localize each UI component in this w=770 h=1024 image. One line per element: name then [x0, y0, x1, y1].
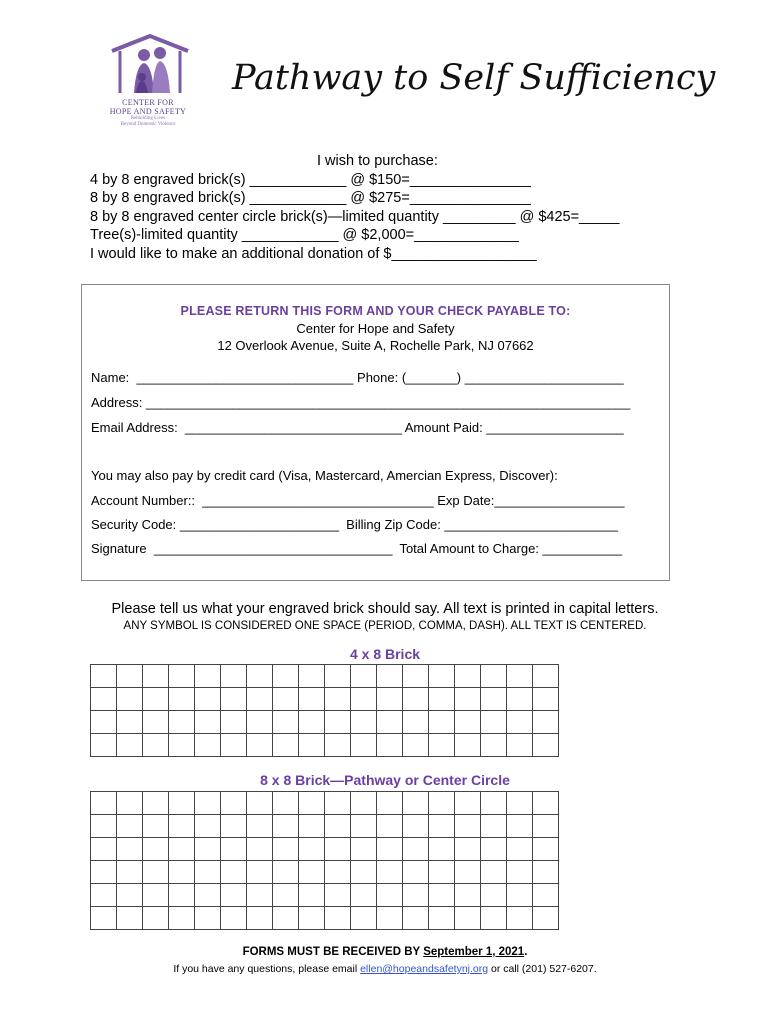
grid-cell[interactable]: [533, 734, 559, 757]
grid-cell[interactable]: [195, 734, 221, 757]
grid-cell[interactable]: [455, 734, 481, 757]
grid-row: [91, 792, 559, 815]
grid-4x8-title: 4 x 8 Brick: [349, 646, 421, 662]
logo-line-1: CENTER FOR: [122, 98, 174, 107]
grid-cell[interactable]: [455, 838, 481, 861]
grid-cell[interactable]: [117, 688, 143, 711]
grid-cell[interactable]: [169, 734, 195, 757]
grid-cell[interactable]: [117, 792, 143, 815]
grid-cell[interactable]: [351, 815, 377, 838]
grid-cell[interactable]: [91, 861, 117, 884]
grid-cell[interactable]: [221, 792, 247, 815]
grid-cell[interactable]: [221, 861, 247, 884]
grid-cell[interactable]: [195, 907, 221, 930]
grid-cell[interactable]: [169, 688, 195, 711]
grid-cell[interactable]: [169, 711, 195, 734]
grid-cell[interactable]: [351, 907, 377, 930]
grid-cell[interactable]: [403, 792, 429, 815]
email-amount-field[interactable]: Email Address: ______________________________ Amount Paid: ___________________: [91, 420, 624, 435]
grid-cell[interactable]: [455, 665, 481, 688]
grid-row: [91, 838, 559, 861]
grid-cell[interactable]: [481, 688, 507, 711]
grid-cell[interactable]: [481, 907, 507, 930]
contact-email-link[interactable]: ellen@hopeandsafetynj.org: [360, 963, 489, 975]
grid-cell[interactable]: [507, 838, 533, 861]
grid-cell[interactable]: [325, 838, 351, 861]
grid-cell[interactable]: [247, 734, 273, 757]
grid-cell[interactable]: [507, 792, 533, 815]
grid-cell[interactable]: [377, 792, 403, 815]
grid-row: [91, 907, 559, 930]
grid-cell[interactable]: [507, 688, 533, 711]
grid-cell[interactable]: [91, 884, 117, 907]
grid-cell[interactable]: [507, 884, 533, 907]
grid-cell[interactable]: [325, 792, 351, 815]
grid-cell[interactable]: [91, 792, 117, 815]
grid-cell[interactable]: [325, 734, 351, 757]
return-org: Center for Hope and Safety: [296, 321, 455, 336]
grid-cell[interactable]: [533, 711, 559, 734]
grid-cell[interactable]: [403, 838, 429, 861]
grid-cell[interactable]: [91, 665, 117, 688]
grid-cell[interactable]: [247, 907, 273, 930]
grid-cell[interactable]: [143, 861, 169, 884]
grid-cell[interactable]: [403, 815, 429, 838]
grid-cell[interactable]: [221, 734, 247, 757]
grid-cell[interactable]: [91, 815, 117, 838]
grid-cell[interactable]: [351, 792, 377, 815]
grid-cell[interactable]: [195, 665, 221, 688]
grid-cell[interactable]: [91, 688, 117, 711]
grid-cell[interactable]: [143, 688, 169, 711]
engraving-instruction: Please tell us what your engraved brick should say. All text is printed in capital letters.: [111, 601, 659, 617]
grid-cell[interactable]: [377, 815, 403, 838]
grid-cell[interactable]: [429, 815, 455, 838]
return-form-box: [81, 284, 670, 581]
grid-cell[interactable]: [169, 861, 195, 884]
credit-card-note: You may also pay by credit card (Visa, Mastercard, Amercian Express, Discover):: [91, 468, 558, 483]
grid-cell[interactable]: [507, 734, 533, 757]
account-exp-field[interactable]: Account Number:: ________________________________ Exp Date:__________________: [91, 493, 625, 508]
grid-cell[interactable]: [429, 861, 455, 884]
grid-cell[interactable]: [299, 711, 325, 734]
grid-cell[interactable]: [533, 861, 559, 884]
grid-cell[interactable]: [481, 884, 507, 907]
grid-cell[interactable]: [351, 688, 377, 711]
grid-cell[interactable]: [247, 792, 273, 815]
grid-cell[interactable]: [377, 884, 403, 907]
grid-cell[interactable]: [507, 711, 533, 734]
grid-cell[interactable]: [299, 734, 325, 757]
grid-cell[interactable]: [91, 838, 117, 861]
grid-cell[interactable]: [143, 884, 169, 907]
grid-cell[interactable]: [169, 815, 195, 838]
grid-cell[interactable]: [117, 665, 143, 688]
grid-cell[interactable]: [143, 711, 169, 734]
grid-cell[interactable]: [299, 861, 325, 884]
grid-cell[interactable]: [143, 838, 169, 861]
grid-row: [91, 815, 559, 838]
return-address: 12 Overlook Avenue, Suite A, Rochelle Park, NJ 07662: [217, 338, 534, 353]
grid-cell[interactable]: [429, 734, 455, 757]
grid-cell[interactable]: [273, 907, 299, 930]
grid-cell[interactable]: [195, 838, 221, 861]
grid-cell[interactable]: [273, 792, 299, 815]
purchase-line-4x8[interactable]: 4 by 8 engraved brick(s) ____________ @ $150=_______________: [90, 171, 531, 188]
grid-cell[interactable]: [221, 688, 247, 711]
grid-cell[interactable]: [221, 907, 247, 930]
grid-cell[interactable]: [533, 792, 559, 815]
grid-cell[interactable]: [117, 711, 143, 734]
grid-cell[interactable]: [299, 792, 325, 815]
grid-cell[interactable]: [403, 688, 429, 711]
grid-cell[interactable]: [403, 665, 429, 688]
grid-cell[interactable]: [403, 907, 429, 930]
grid-cell[interactable]: [299, 907, 325, 930]
grid-cell[interactable]: [533, 884, 559, 907]
deadline-prefix: FORMS MUST BE RECEIVED BY: [242, 946, 424, 958]
grid-cell[interactable]: [429, 838, 455, 861]
logo-tagline-1: Rebuilding Lives: [130, 116, 166, 121]
grid-cell[interactable]: [247, 838, 273, 861]
grid-cell[interactable]: [247, 815, 273, 838]
grid-cell[interactable]: [117, 861, 143, 884]
brick-8x8-grid[interactable]: [90, 791, 559, 930]
grid-cell[interactable]: [429, 711, 455, 734]
purchase-line-8x8[interactable]: 8 by 8 engraved brick(s) ____________ @ $275=_______________: [90, 190, 531, 206]
grid-cell[interactable]: [221, 838, 247, 861]
grid-cell[interactable]: [533, 907, 559, 930]
grid-cell[interactable]: [377, 711, 403, 734]
grid-cell[interactable]: [247, 665, 273, 688]
address-field[interactable]: Address: ___________________________________________________________________: [91, 395, 631, 410]
grid-cell[interactable]: [143, 907, 169, 930]
grid-cell[interactable]: [143, 734, 169, 757]
grid-cell[interactable]: [429, 665, 455, 688]
grid-cell[interactable]: [247, 884, 273, 907]
grid-cell[interactable]: [143, 665, 169, 688]
page-title: Pathway to Self Sufficiency: [232, 58, 716, 98]
grid-row: [91, 665, 559, 688]
grid-cell[interactable]: [273, 711, 299, 734]
grid-row: [91, 884, 559, 907]
grid-cell[interactable]: [455, 907, 481, 930]
logo-line-2: HOPE AND SAFETY: [109, 107, 187, 116]
grid-cell[interactable]: [377, 734, 403, 757]
security-zip-field[interactable]: Security Code: ______________________ Billing Zip Code: ________________________: [91, 517, 618, 532]
contact-line: [0, 963, 770, 975]
grid-row: [91, 711, 559, 734]
grid-cell[interactable]: [325, 861, 351, 884]
grid-cell[interactable]: [377, 688, 403, 711]
grid-cell[interactable]: [117, 884, 143, 907]
grid-cell[interactable]: [429, 688, 455, 711]
grid-cell[interactable]: [169, 884, 195, 907]
grid-cell[interactable]: [273, 734, 299, 757]
grid-cell[interactable]: [481, 815, 507, 838]
grid-cell[interactable]: [325, 665, 351, 688]
grid-cell[interactable]: [351, 884, 377, 907]
grid-cell[interactable]: [351, 861, 377, 884]
grid-cell[interactable]: [481, 838, 507, 861]
grid-cell[interactable]: [325, 907, 351, 930]
grid-cell[interactable]: [221, 665, 247, 688]
grid-cell[interactable]: [507, 815, 533, 838]
purchase-heading: I wish to purchase:: [317, 153, 438, 169]
grid-cell[interactable]: [403, 884, 429, 907]
grid-cell[interactable]: [429, 907, 455, 930]
grid-cell[interactable]: [195, 711, 221, 734]
contact-prefix: If you have any questions, please email: [173, 963, 361, 975]
grid-cell[interactable]: [429, 792, 455, 815]
grid-cell[interactable]: [403, 861, 429, 884]
deadline-suffix: .: [524, 946, 528, 958]
grid-row: [91, 688, 559, 711]
grid-cell[interactable]: [299, 688, 325, 711]
grid-cell[interactable]: [299, 838, 325, 861]
engraving-note: ANY SYMBOL IS CONSIDERED ONE SPACE (PERIOD, COMMA, DASH). ALL TEXT IS CENTERED.: [123, 620, 647, 632]
grid-row: [91, 861, 559, 884]
name-phone-field[interactable]: Name: ______________________________ Phone: (_______) ______________________: [91, 370, 624, 385]
grid-cell[interactable]: [273, 861, 299, 884]
grid-cell[interactable]: [169, 907, 195, 930]
grid-cell[interactable]: [221, 884, 247, 907]
grid-cell[interactable]: [481, 792, 507, 815]
deadline-notice: [0, 946, 770, 958]
grid-cell[interactable]: [195, 688, 221, 711]
grid-cell[interactable]: [533, 688, 559, 711]
grid-cell[interactable]: [403, 734, 429, 757]
grid-cell[interactable]: [351, 838, 377, 861]
grid-cell[interactable]: [299, 815, 325, 838]
grid-cell[interactable]: [377, 838, 403, 861]
contact-suffix: or call (201) 527-6207.: [488, 963, 597, 975]
signature-total-field[interactable]: Signature _________________________________ Total Amount to Charge: ___________: [91, 541, 623, 556]
grid-cell[interactable]: [481, 665, 507, 688]
grid-cell[interactable]: [117, 838, 143, 861]
grid-cell[interactable]: [377, 907, 403, 930]
grid-cell[interactable]: [195, 861, 221, 884]
grid-cell[interactable]: [117, 815, 143, 838]
grid-cell[interactable]: [507, 907, 533, 930]
grid-8x8-title: 8 x 8 Brick—Pathway or Center Circle: [260, 772, 510, 788]
grid-cell[interactable]: [481, 734, 507, 757]
grid-cell[interactable]: [377, 665, 403, 688]
grid-cell[interactable]: [481, 711, 507, 734]
grid-cell[interactable]: [507, 665, 533, 688]
logo-tagline-2: Beyond Domestic Violence: [120, 122, 176, 127]
grid-cell[interactable]: [299, 665, 325, 688]
grid-cell[interactable]: [429, 884, 455, 907]
brick-4x8-grid[interactable]: [90, 664, 559, 757]
grid-cell[interactable]: [169, 792, 195, 815]
grid-cell[interactable]: [195, 815, 221, 838]
grid-cell[interactable]: [273, 688, 299, 711]
grid-cell[interactable]: [221, 711, 247, 734]
grid-cell[interactable]: [325, 815, 351, 838]
grid-cell[interactable]: [403, 711, 429, 734]
deadline-date: September 1, 2021: [423, 946, 525, 958]
grid-cell[interactable]: [273, 838, 299, 861]
grid-cell[interactable]: [91, 907, 117, 930]
grid-cell[interactable]: [299, 884, 325, 907]
grid-row: [91, 734, 559, 757]
grid-cell[interactable]: [533, 815, 559, 838]
grid-cell[interactable]: [455, 884, 481, 907]
grid-cell[interactable]: [247, 711, 273, 734]
grid-cell[interactable]: [455, 688, 481, 711]
grid-cell[interactable]: [455, 711, 481, 734]
grid-cell[interactable]: [325, 711, 351, 734]
grid-cell[interactable]: [117, 907, 143, 930]
grid-cell[interactable]: [247, 688, 273, 711]
purchase-line-tree[interactable]: Tree(s)-limited quantity ____________ @ $2,000=_____________: [90, 227, 519, 243]
grid-cell[interactable]: [195, 792, 221, 815]
grid-cell[interactable]: [533, 838, 559, 861]
grid-cell[interactable]: [455, 792, 481, 815]
grid-cell[interactable]: [247, 861, 273, 884]
return-heading: PLEASE RETURN THIS FORM AND YOUR CHECK PAYABLE TO:: [180, 304, 571, 318]
grid-cell[interactable]: [351, 665, 377, 688]
grid-cell[interactable]: [91, 734, 117, 757]
grid-cell[interactable]: [455, 815, 481, 838]
grid-cell[interactable]: [455, 861, 481, 884]
grid-cell[interactable]: [273, 815, 299, 838]
grid-cell[interactable]: [143, 815, 169, 838]
grid-cell[interactable]: [273, 884, 299, 907]
grid-cell[interactable]: [325, 688, 351, 711]
purchase-line-donation[interactable]: I would like to make an additional donation of $__________________: [90, 245, 537, 262]
grid-cell[interactable]: [351, 734, 377, 757]
grid-cell[interactable]: [507, 861, 533, 884]
purchase-section: [90, 152, 619, 263]
grid-cell[interactable]: [169, 838, 195, 861]
grid-cell[interactable]: [117, 734, 143, 757]
grid-cell[interactable]: [195, 884, 221, 907]
grid-cell[interactable]: [143, 792, 169, 815]
purchase-line-center-circle[interactable]: 8 by 8 engraved center circle brick(s)—limited quantity _________ @ $425=_____: [90, 208, 620, 225]
grid-cell[interactable]: [351, 711, 377, 734]
grid-cell[interactable]: [481, 861, 507, 884]
grid-cell[interactable]: [325, 884, 351, 907]
grid-cell[interactable]: [169, 665, 195, 688]
grid-cell[interactable]: [91, 711, 117, 734]
grid-cell[interactable]: [273, 665, 299, 688]
grid-cell[interactable]: [221, 815, 247, 838]
grid-cell[interactable]: [533, 665, 559, 688]
grid-cell[interactable]: [377, 861, 403, 884]
